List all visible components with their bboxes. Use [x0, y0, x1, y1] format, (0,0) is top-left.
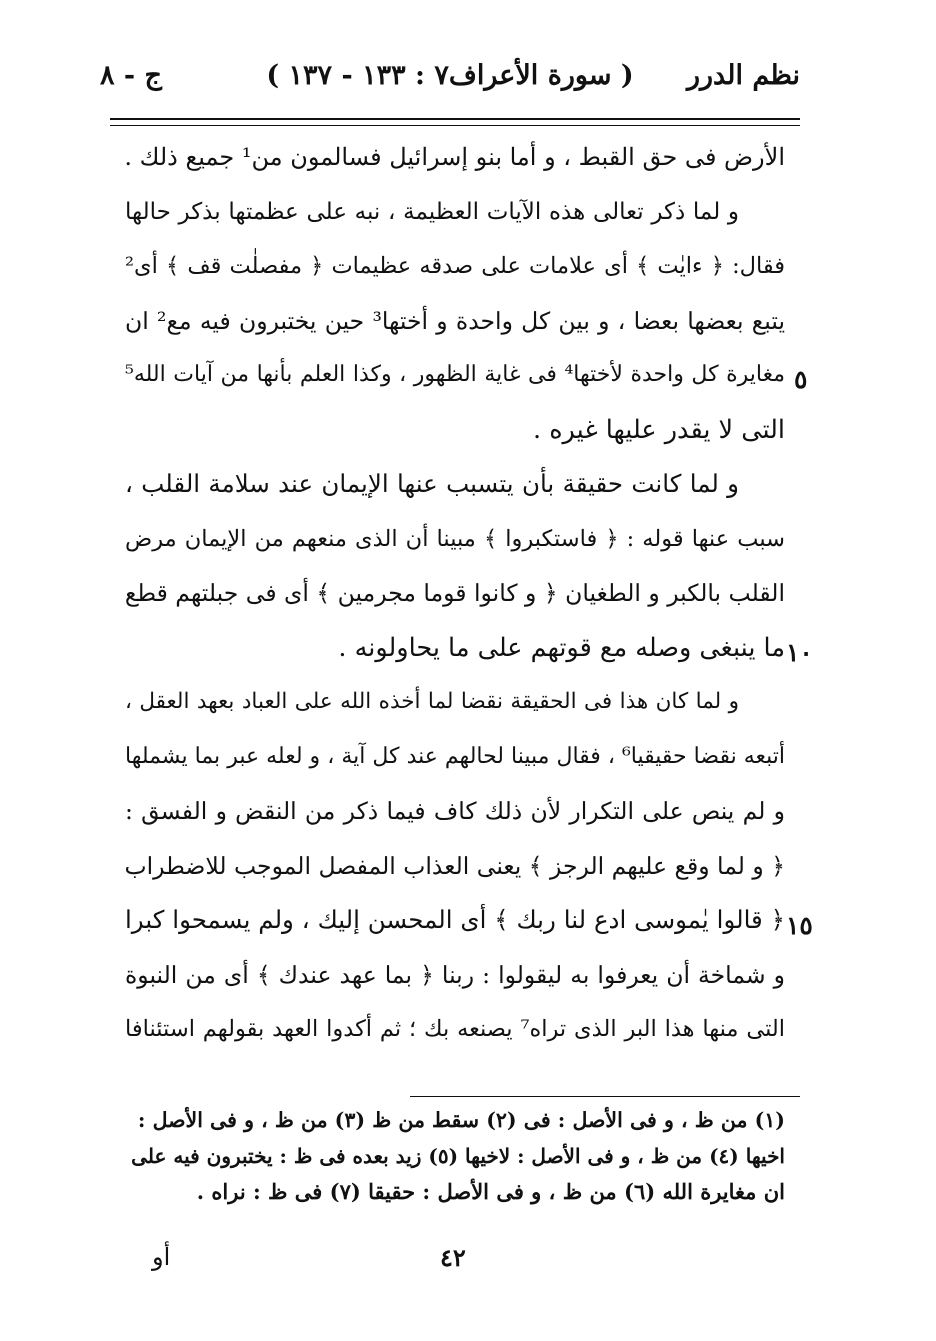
line-number: ١٠: [786, 638, 813, 667]
main-text: [125, 130, 785, 1057]
page-number: ٤٢: [440, 1243, 466, 1272]
line-number: ٥: [794, 365, 808, 394]
text-line: التى منها هذا البر الذى تراه⁷ يصنعه بك ؛ ثم أكدوا العهد بقولهم استئنافا: [125, 1016, 785, 1042]
text-line: فقال: ﴿ ءايٰت ﴾ أى علامات على صدقه عظيمات ﴿ مفصلٰت ﻗﻒ ﴾ أى²: [125, 253, 785, 279]
text-line: و لما كان هذا فى الحقيقة نقضا لما أخذه الله على العباد بعهد العقل ،: [125, 689, 739, 714]
text-line: ﴿ و لما وقع عليهم الرجز ﴾ يعنى العذاب المفصل الموجب للاضطراب: [124, 851, 785, 880]
footnote-line: اخيها (٤) من ظ ، و فى الأصل : لاخيها (٥) زيد بعده فى ظ : يختبرون فيه على: [131, 1144, 785, 1168]
running-header: [100, 60, 800, 110]
catchword: أو: [152, 1243, 171, 1271]
header-rule-bottom: [110, 125, 800, 126]
footnote-line: (١) من ظ ، و فى الأصل : فى (٢) سقط من ظ (٣) من ظ ، و فى الأصل :: [137, 1108, 785, 1132]
text-line: أتبعه نقضا حقيقيا⁶ ، فقال مبينا لحالهم عند كل آية ، و لعله عبر بما يشملها: [125, 743, 786, 769]
footnotes: [125, 1102, 785, 1210]
volume-number: ج - ٨: [100, 60, 162, 91]
text-line: يتبع بعضها بعضا ، و بين كل واحدة و أختها³ حين يختبرون فيه مع² ان: [125, 306, 786, 335]
text-line: ﴿ قالوا يٰموسى ادع لنا ربك ﴾ أى المحسن إليك ، ولم يسمحوا كبرا: [125, 905, 785, 934]
text-line: الأرض فى حق القبط ، و أما بنو إسرائيل فسالمون من¹ جميع ذلك .: [124, 143, 785, 171]
text-line: القلب بالكبر و الطغيان ﴿ و كانوا قوما مجرمين ﴾ أى فى جبلتهم قطع: [124, 579, 785, 607]
surah-section: ( سورة الأعراف٧ : ١٣٣ - ١٣٧ ): [266, 60, 634, 91]
text-line: و لما ذكر تعالى هذه الآيات العظيمة ، نبه على عظمتها بذكر حالها: [125, 198, 739, 225]
footnote-rule: [410, 1096, 800, 1097]
line-number: ١٥: [786, 911, 813, 940]
text-line: و شماخة أن يعرفوا به ليقولوا : ربنا ﴿ بما عهد عندك ﴾ أى من النبوة: [125, 960, 785, 989]
text-line: و لم ينص على التكرار لأن ذلك كاف فيما ذكر من النقض و الفسق :: [125, 797, 785, 825]
book-title: نظم الدرر: [686, 60, 800, 91]
text-line: التى لا يقدر عليها غيره .: [532, 414, 785, 445]
text-line: مغايرة كل واحدة لأختها⁴ فى غاية الظهور ، وكذا العلم بأنها من آيات الله⁵: [125, 362, 785, 387]
text-line: سبب عنها قوله : ﴿ فاستكبروا ﴾ مبينا أن الذى منعهم من الإيمان مرض: [125, 525, 785, 552]
header-rule-top: [110, 118, 800, 120]
text-line: ما ينبغى وصله مع قوتهم على ما يحاولونه .: [338, 632, 785, 663]
footnote-line: ان مغايرة الله (٦) من ظ ، و فى الأصل : حقيقا (٧) فى ظ : نراه .: [196, 1179, 785, 1204]
text-line: و لما كانت حقيقة بأن يتسبب عنها الإيمان عند سلامة القلب ،: [125, 469, 739, 498]
